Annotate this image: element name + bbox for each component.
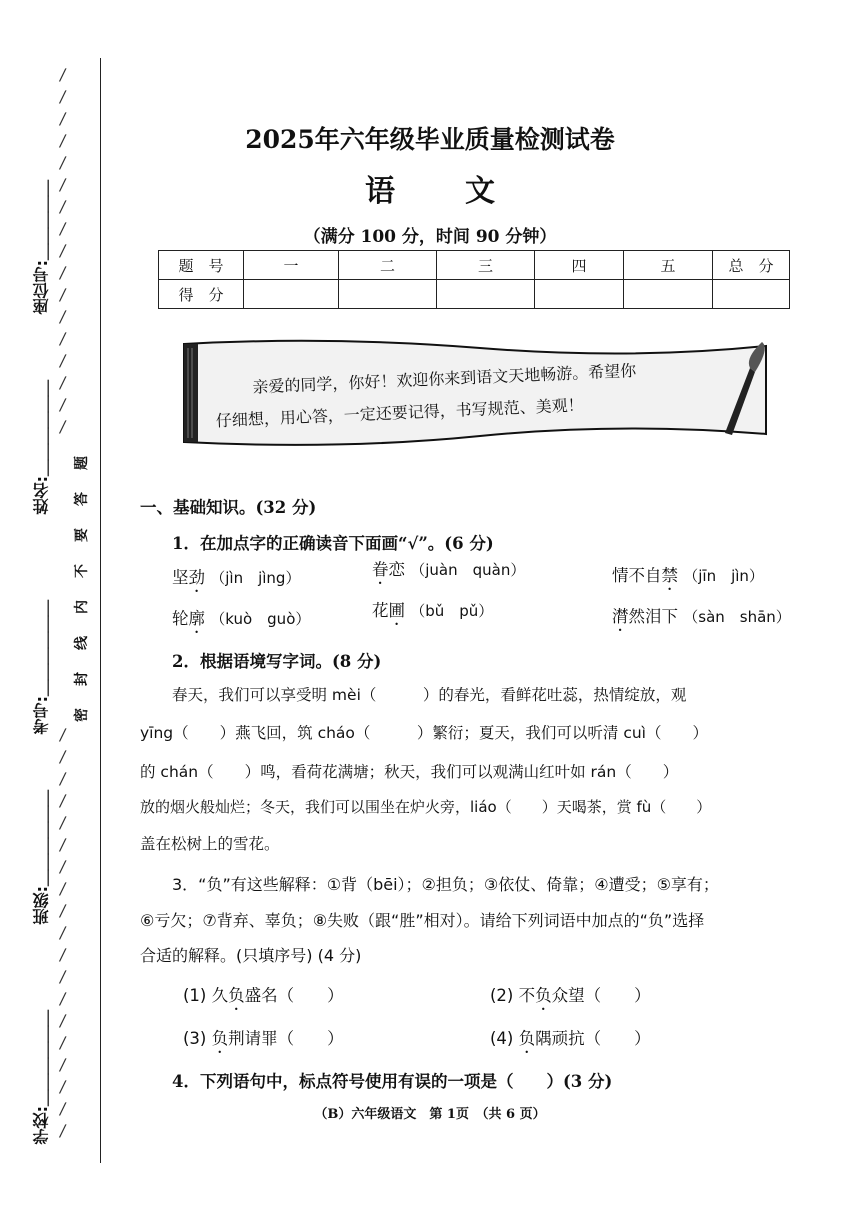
score-cell: 四 xyxy=(535,251,624,280)
binding-slash: / xyxy=(58,857,68,876)
fill-blank-line: 盖在松树上的雪花。 xyxy=(140,835,280,853)
binding-slash: / xyxy=(58,153,68,172)
pinyin-item[interactable]: 潸然泪下 （sàn shān） xyxy=(612,607,791,626)
score-cell: 二 xyxy=(339,251,437,280)
banner-line: 亲爱的同学，你好！欢迎你来到语文天地畅游。希望你 xyxy=(252,360,637,397)
binding-slash: / xyxy=(58,65,68,84)
score-cell: 五 xyxy=(624,251,713,280)
seal-char: 封 xyxy=(74,672,90,686)
pinyin-item[interactable]: 情不自禁 （jīn jìn） xyxy=(612,566,764,585)
binding-slash: / xyxy=(58,879,68,898)
binding-slash: / xyxy=(58,1077,68,1096)
seal-char: 答 xyxy=(74,492,90,506)
score-cell: 三 xyxy=(437,251,535,280)
binding-slash: / xyxy=(58,813,68,832)
binding-slash: / xyxy=(58,769,68,788)
score-input-cell[interactable] xyxy=(535,280,624,309)
pinyin-item[interactable]: 花圃 （bǔ pǔ） xyxy=(372,601,494,620)
binding-slash: / xyxy=(58,219,68,238)
binding-slash: / xyxy=(58,131,68,150)
binding-slash: / xyxy=(58,87,68,106)
page-footer: （B）六年级语文 第 1页 （共 6 页） xyxy=(314,1107,546,1122)
question-prompt[interactable]: 4．下列语句中，标点符号使用有误的一项是（ ）(3 分) xyxy=(172,1072,613,1091)
fill-blank-line[interactable]: yīng（ ）燕飞回，筑 cháo（ ）繁衍；夏天，我们可以听清 cuì（ ） xyxy=(140,724,708,742)
binding-slash: / xyxy=(58,835,68,854)
fill-blank-line[interactable]: 放的烟火般灿烂；冬天，我们可以围坐在炉火旁，liáo（ ）天喝茶，赏 fù（ ） xyxy=(140,798,712,816)
name-label: 姓名:＿＿＿＿＿＿ xyxy=(32,380,51,515)
score-cell: 一 xyxy=(244,251,339,280)
binding-slash: / xyxy=(58,329,68,348)
question-prompt: 合适的解释。(只填序号) (4 分) xyxy=(140,946,362,965)
pinyin-item[interactable]: 眷恋 （juàn quàn） xyxy=(372,560,526,579)
binding-slash: / xyxy=(58,109,68,128)
score-input-cell[interactable] xyxy=(244,280,339,309)
binding-slash: / xyxy=(58,197,68,216)
score-cell: 总 分 xyxy=(713,251,790,280)
binding-slash: / xyxy=(58,263,68,282)
seal-char: 线 xyxy=(74,636,90,650)
binding-slash: / xyxy=(58,285,68,304)
seal-notice xyxy=(72,445,92,733)
binding-slash: / xyxy=(58,1055,68,1074)
seal-char: 内 xyxy=(74,600,90,614)
binding-slash: / xyxy=(58,1011,68,1030)
binding-slash: / xyxy=(58,967,68,986)
seal-char: 要 xyxy=(74,528,90,542)
choice-item[interactable]: (1) 久负盛名（ ） xyxy=(183,986,344,1005)
seat-number-label: 座位号:＿＿＿＿＿ xyxy=(32,180,51,315)
banner-line: 仔细想，用心答，一定还要记得，书写规范、美观！ xyxy=(215,395,585,431)
choice-item[interactable]: (3) 负荆请罪（ ） xyxy=(183,1029,344,1048)
section-heading: 一、基础知识。(32 分) xyxy=(140,498,317,517)
score-cell: 得 分 xyxy=(159,280,244,309)
binding-slash: / xyxy=(58,989,68,1008)
binding-slash: / xyxy=(58,923,68,942)
score-input-cell[interactable] xyxy=(713,280,790,309)
question-prompt: 3．“负”有这些解释：①背（bēi）；②担负；③依仗、倚靠；④遭受；⑤享有； xyxy=(172,875,719,894)
binding-slash: / xyxy=(58,1099,68,1118)
binding-slash: / xyxy=(58,395,68,414)
binding-slash: / xyxy=(58,175,68,194)
binding-slash: / xyxy=(58,417,68,436)
question-prompt: ⑥亏欠；⑦背弃、辜负；⑧失败（跟“胜”相对）。请给下列词语中加点的“负”选择 xyxy=(140,911,705,930)
seal-char: 密 xyxy=(74,708,90,722)
score-input-cell[interactable] xyxy=(624,280,713,309)
binding-slash: / xyxy=(58,241,68,260)
exam-meta: （满分 100 分，时间 90 分钟） xyxy=(303,227,557,247)
binding-slash: / xyxy=(58,945,68,964)
binding-slash: / xyxy=(58,747,68,766)
subject-title: 语文 xyxy=(365,174,565,209)
class-label: 班级:＿＿＿＿＿＿ xyxy=(32,790,51,925)
binding-slash: / xyxy=(58,901,68,920)
binding-slash: / xyxy=(58,1121,68,1140)
score-input-cell[interactable] xyxy=(339,280,437,309)
score-table-score-row xyxy=(159,280,790,309)
score-table-header-row xyxy=(159,251,790,280)
choice-item[interactable]: (4) 负隅顽抗（ ） xyxy=(490,1029,651,1048)
choice-item[interactable]: (2) 不负众望（ ） xyxy=(490,986,651,1005)
fill-blank-line[interactable]: 春天，我们可以享受明 mèi（ ）的春光，看鲜花吐蕊，热情绽放，观 xyxy=(172,686,687,704)
exam-title: 2025年六年级毕业质量检测试卷 xyxy=(245,125,615,154)
score-table xyxy=(158,250,790,309)
binding-slash: / xyxy=(58,725,68,744)
seal-char: 题 xyxy=(74,456,90,470)
school-label: 学校:＿＿＿＿＿＿ xyxy=(32,1010,51,1145)
question-prompt: 1．在加点字的正确读音下面画“√”。(6 分) xyxy=(172,534,494,553)
binding-slash: / xyxy=(58,791,68,810)
pinyin-item[interactable]: 轮廓 （kuò guò） xyxy=(172,609,311,628)
fill-blank-line[interactable]: 的 chán（ ）鸣，看荷花满塘；秋天，我们可以观满山红叶如 rán（ ） xyxy=(140,763,679,781)
binding-slash: / xyxy=(58,373,68,392)
exam-number-label: 考号:＿＿＿＿＿＿ xyxy=(32,600,51,735)
pinyin-item[interactable]: 坚劲 （jìn jìng） xyxy=(172,568,301,587)
seal-char: 不 xyxy=(74,564,90,578)
binding-slash: / xyxy=(58,351,68,370)
score-cell: 题 号 xyxy=(159,251,244,280)
score-input-cell[interactable] xyxy=(437,280,535,309)
binding-slash: / xyxy=(58,307,68,326)
question-prompt: 2．根据语境写字词。(8 分) xyxy=(172,652,382,671)
binding-slash: / xyxy=(58,1033,68,1052)
